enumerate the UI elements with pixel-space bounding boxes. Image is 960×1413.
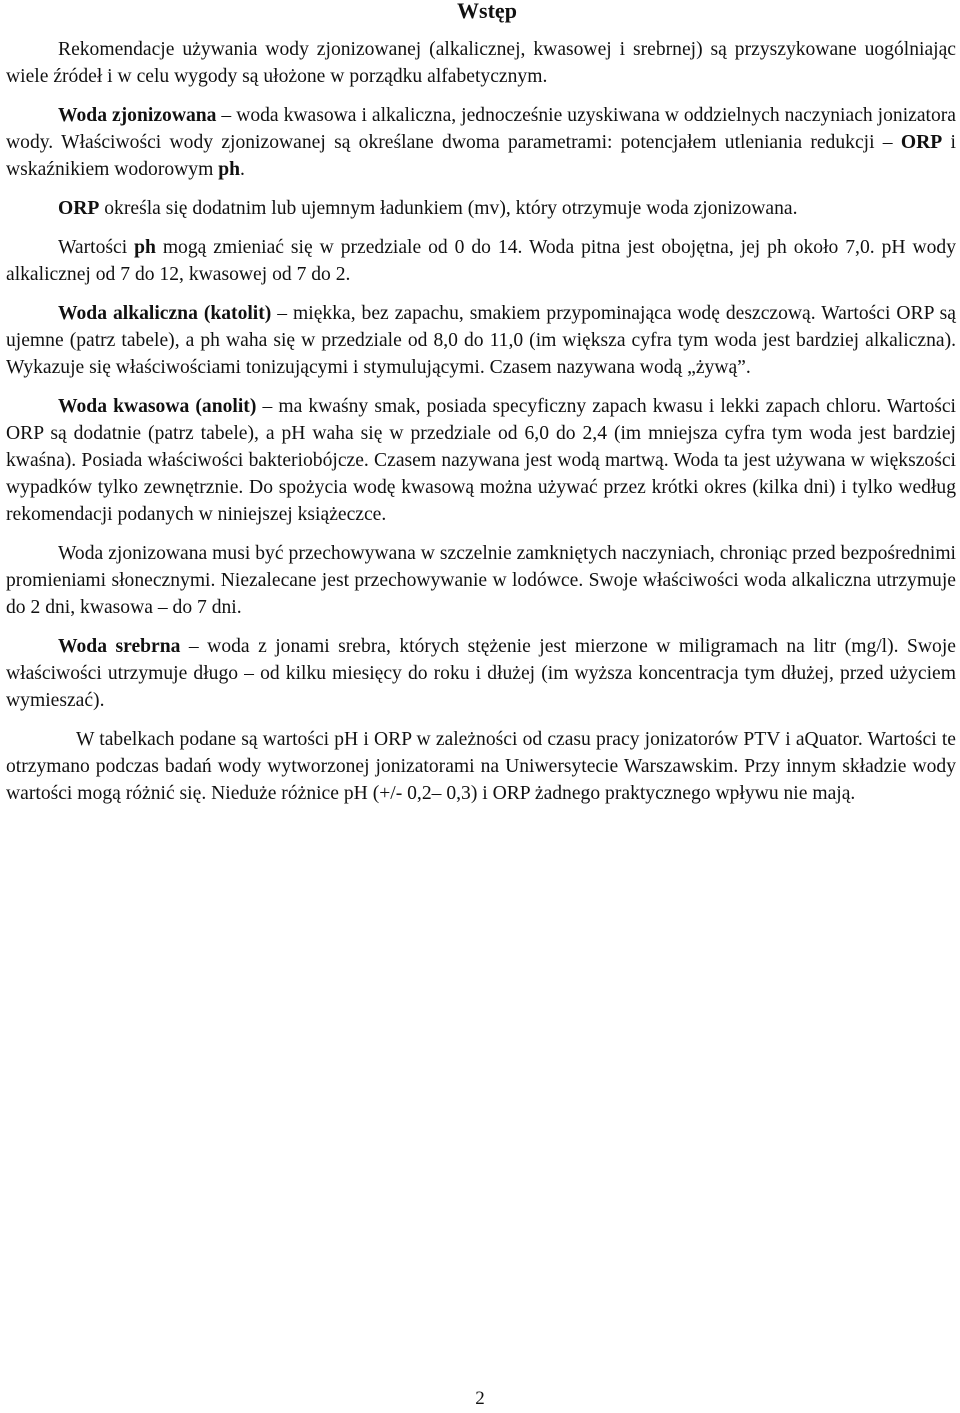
document-page <box>6 0 956 819</box>
paragraph-orp <box>6 195 956 222</box>
term-silver-water: Woda srebrna <box>58 636 181 657</box>
section-title: Wstęp <box>457 0 517 23</box>
paragraph-alkaline-water <box>6 300 956 381</box>
silver-water-text: – woda z jonami srebra, których stężenie jest mierzone w miligramach na litr (mg/l). Swoje właściwości utrzymuje długo – od kilku miesięcy do roku i dłużej (im wyższa koncentracja tym dłużej, przed użyciem wymieszać). <box>6 636 956 711</box>
acidic-water-text: – ma kwaśny smak, posiada specyficzny zapach kwasu i lekki zapach chloru. Wartości ORP są dodatnie (patrz tabele), a pH waha się w przedziale od 6,0 do 2,4 (im mniejsza cyfra tym woda jest bardziej kwaśna). Posiada właściwości bakteriobójcze. Czasem nazywana jest wodą martwą. Woda ta jest używana w większości wypadków tylko zewnętrznie. Do spożycia wodę kwasową można używać przez krótki okres (kilka dni) i tylko według rekomendacji podanych w niniejszej książeczce. <box>6 396 957 525</box>
paragraph-tables-note <box>6 726 956 807</box>
paragraph-storage <box>6 540 956 621</box>
term-ionized-water: Woda zjonizowana <box>58 105 217 126</box>
term-ph: ph <box>218 159 241 180</box>
paragraph-intro-text: Rekomendacje używania wody zjonizowanej (alkalicznej, kwasowej i srebrnej) są przyszykowane uogólniając wiele źródeł i w celu wygody są ułożone w porządku alfabetycznym. <box>6 39 956 87</box>
ionized-water-text-2: i wskaźnikiem wodorowym <box>6 132 956 180</box>
page-number: 2 <box>475 1388 485 1409</box>
paragraph-acidic-water <box>6 393 956 528</box>
term-orp-definition: ORP <box>58 198 100 219</box>
alkaline-water-text: – miękka, bez zapachu, smakiem przypominająca wodę deszczową. Wartości ORP są ujemne (patrz tabele), a ph waha się w przedziale od 8,0 do 11,0 (im większa cyfra tym woda jest bardziej alkaliczna). Wykazuje się właściwościami tonizującymi i stymulującymi. Czasem nazywana wodą „żywą”. <box>6 303 957 378</box>
paragraph-intro <box>6 36 956 90</box>
tables-note-text: W tabelkach podane są wartości pH i ORP w zależności od czasu pracy jonizatorów PTV i aQuator. Wartości te otrzymano podczas badań wody wytworzonej jonizatorami na Uniwersytecie Warszawskim. Przy innym składzie wody wartości mogą różnić się. Nieduże różnice pH (+/- 0,2– 0,3) i ORP żadnego praktycznego wpływu nie mają. <box>6 729 956 804</box>
storage-text: Woda zjonizowana musi być przechowywana w szczelnie zamkniętych naczyniach, chroniąc przed bezpośrednimi promieniami słonecznymi. Niezalecane jest przechowywanie w lodówce. Swoje właściwości woda alkaliczna utrzymuje do 2 dni, kwasowa – do 7 dni. <box>6 543 956 618</box>
ph-text-2: mogą zmieniać się w przedziale od 0 do 14. Woda pitna jest obojętna, jej ph około 7,0. pH wody alkalicznej od 7 do 12, kwasowej od 7 do 2. <box>6 237 956 285</box>
term-ph-values: ph <box>134 237 156 258</box>
paragraph-silver-water <box>6 633 956 714</box>
term-acidic-water: Woda kwasowa (anolit) <box>58 396 257 417</box>
ph-text-1: Wartości <box>58 237 135 258</box>
term-orp: ORP <box>900 132 943 153</box>
ionized-water-text-3: . <box>240 159 245 180</box>
term-alkaline-water: Woda alkaliczna (katolit) <box>58 303 272 324</box>
paragraph-ph <box>6 234 956 288</box>
orp-definition-text: określa się dodatnim lub ujemnym ładunkiem (mv), który otrzymuje woda zjonizowana. <box>99 198 798 219</box>
ionized-water-text-1: – woda kwasowa i alkaliczna, jednocześnie uzyskiwana w oddzielnych naczyniach jonizatora wody. Właściwości wody zjonizowanej są określane dwoma parametrami: potencjałem utleniania redukcji – <box>6 105 956 153</box>
paragraph-ionized-water <box>6 102 956 183</box>
